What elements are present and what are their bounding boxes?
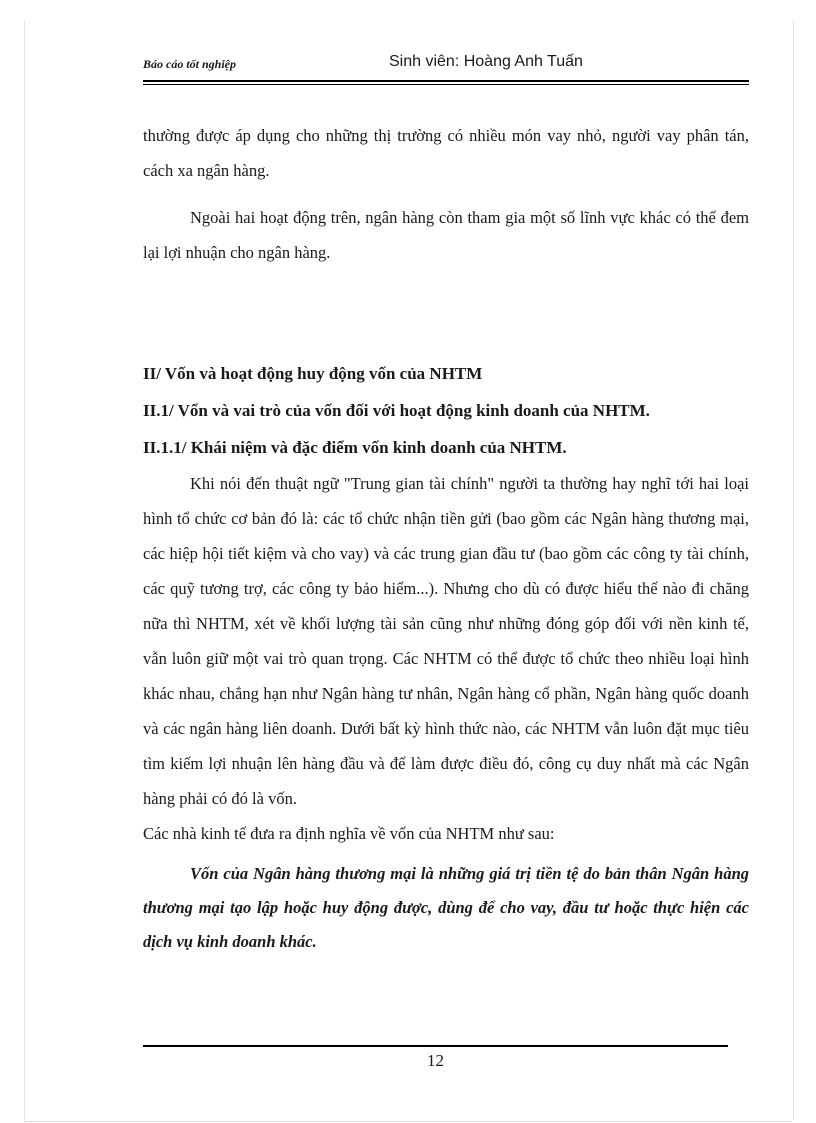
definition-text: Vốn của Ngân hàng thương mại là những giá trị tiền tệ do bản thân Ngân hàng thương mại tạo lập hoặc huy động được, dùng để cho vay, đầu tư hoặc thực hiện các dịch vụ kinh doanh khác. bbox=[143, 864, 749, 951]
section-heading: II/ Vốn và hoạt động huy động vốn của NHTM bbox=[143, 364, 483, 383]
footer-rule bbox=[143, 1045, 728, 1047]
paragraph-intro: Khi nói đến thuật ngữ "Trung gian tài chính" người ta thường hay nghĩ tới hai loại hình tổ chức cơ bản đó là: các tổ chức nhận tiền gửi (bao gồm các Ngân hàng thương mại, các hiệp hội tiết kiệm và cho vay) và các trung gian đầu tư (bao gồm các công ty tài chính, các quỹ tương trợ, các công ty bảo hiểm...). Nhưng cho dù có được hiểu thế nào đi chăng nữa thì NHTM, xét về khối lượng tài sản cũng như những đóng góp đối với nền kinh tế, vẫn luôn giữ một vai trò quan trọng. Các NHTM có thể được tổ chức theo nhiều loại hình khác nhau, chẳng hạn như Ngân hàng tư nhân, Ngân hàng cổ phần, Ngân hàng quốc doanh và các ngân hàng liên doanh. Dưới bất kỳ hình thức nào, các NHTM vẫn luôn đặt mục tiêu tìm kiếm lợi nhuận lên hàng đầu và để làm được điều đó, công cụ duy nhất mà các Ngân hàng phải có đó là vốn. bbox=[143, 474, 749, 808]
subsubsection-heading: II.1.1/ Khái niệm và đặc điểm vốn kinh doanh của NHTM. bbox=[143, 438, 567, 457]
paragraph-continued: thường được áp dụng cho những thị trường có nhiều món vay nhỏ, người vay phân tán, cách xa ngân hàng. bbox=[143, 126, 749, 180]
report-title: Báo cáo tốt nghiệp bbox=[143, 57, 237, 71]
student-name: Sinh viên: Hoàng Anh Tuấn bbox=[389, 53, 583, 70]
subsection-heading: II.1/ Vốn và vai trò của vốn đối với hoạt động kinh doanh của NHTM. bbox=[143, 401, 650, 420]
document-body bbox=[143, 118, 749, 959]
page-number: 12 bbox=[427, 1051, 444, 1070]
header-rule bbox=[143, 80, 749, 85]
page-bottom-edge bbox=[24, 1121, 792, 1122]
paragraph-other-activities: Ngoài hai hoạt động trên, ngân hàng còn tham gia một số lĩnh vực khác có thể đem lại lợi nhuận cho ngân hàng. bbox=[143, 208, 749, 262]
paragraph-definition-lead: Các nhà kinh tế đưa ra định nghĩa về vốn của NHTM như sau: bbox=[143, 824, 555, 843]
